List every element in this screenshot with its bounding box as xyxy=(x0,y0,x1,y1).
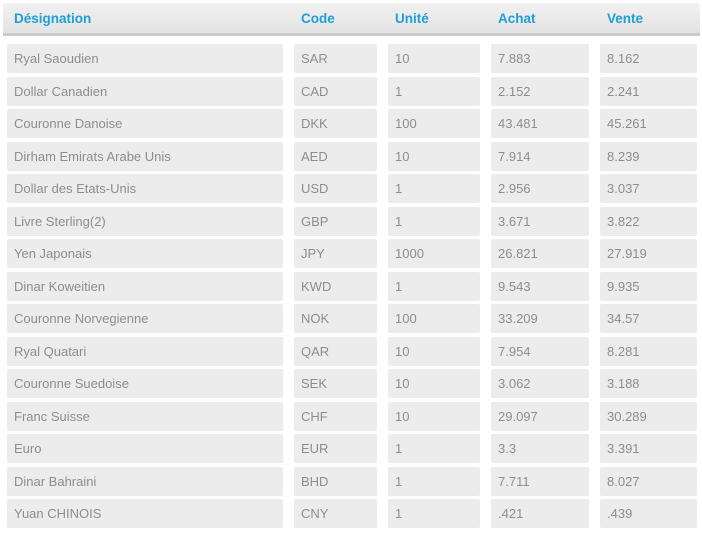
cell-designation: Dollar des Etats-Unis xyxy=(7,174,283,203)
cell-achat: 9.543 xyxy=(491,272,589,301)
column-header-designation: Désignation xyxy=(14,10,92,26)
cell-unite: 10 xyxy=(388,369,480,398)
cell-achat: 3.062 xyxy=(491,369,589,398)
cell-designation: Dirham Emirats Arabe Unis xyxy=(7,142,283,171)
cell-achat: 33.209 xyxy=(491,304,589,333)
cell-vente: 3.037 xyxy=(600,174,697,203)
cell-achat: .421 xyxy=(491,499,589,528)
cell-designation: Dinar Koweitien xyxy=(7,272,283,301)
cell-achat: 43.481 xyxy=(491,109,589,138)
cell-code: GBP xyxy=(294,207,377,236)
cell-vente: 3.822 xyxy=(600,207,697,236)
column-header-code: Code xyxy=(301,10,335,26)
cell-unite: 10 xyxy=(388,44,480,73)
cell-vente: 30.289 xyxy=(600,402,697,431)
cell-unite: 100 xyxy=(388,304,480,333)
table-row xyxy=(7,402,702,431)
cell-vente: 2.241 xyxy=(600,77,697,106)
table-row xyxy=(7,369,702,398)
table-row xyxy=(7,467,702,496)
cell-code: DKK xyxy=(294,109,377,138)
table-row xyxy=(7,239,702,268)
cell-vente: 3.391 xyxy=(600,434,697,463)
cell-code: CHF xyxy=(294,402,377,431)
cell-code: BHD xyxy=(294,467,377,496)
cell-unite: 1 xyxy=(388,207,480,236)
table-row xyxy=(7,434,702,463)
cell-vente: 8.162 xyxy=(600,44,697,73)
cell-unite: 1000 xyxy=(388,239,480,268)
cell-achat: 3.3 xyxy=(491,434,589,463)
cell-code: SAR xyxy=(294,44,377,73)
cell-designation: Yen Japonais xyxy=(7,239,283,268)
cell-vente: 8.239 xyxy=(600,142,697,171)
cell-designation: Ryal Quatari xyxy=(7,337,283,366)
cell-code: EUR xyxy=(294,434,377,463)
cell-designation: Livre Sterling(2) xyxy=(7,207,283,236)
cell-achat: 3.671 xyxy=(491,207,589,236)
cell-achat: 7.954 xyxy=(491,337,589,366)
cell-code: QAR xyxy=(294,337,377,366)
cell-unite: 1 xyxy=(388,499,480,528)
cell-designation: Franc Suisse xyxy=(7,402,283,431)
column-header-achat: Achat xyxy=(498,10,536,26)
table-row xyxy=(7,499,702,528)
cell-unite: 10 xyxy=(388,142,480,171)
cell-code: SEK xyxy=(294,369,377,398)
column-header-unite: Unité xyxy=(395,10,429,26)
cell-unite: 1 xyxy=(388,77,480,106)
cell-vente: 34.57 xyxy=(600,304,697,333)
cell-achat: 2.956 xyxy=(491,174,589,203)
cell-achat: 2.152 xyxy=(491,77,589,106)
cell-code: AED xyxy=(294,142,377,171)
cell-code: CAD xyxy=(294,77,377,106)
exchange-rates-table xyxy=(0,3,702,528)
table-header-row xyxy=(3,3,700,36)
cell-vente: 27.919 xyxy=(600,239,697,268)
cell-designation: Euro xyxy=(7,434,283,463)
cell-code: NOK xyxy=(294,304,377,333)
cell-unite: 1 xyxy=(388,434,480,463)
cell-unite: 10 xyxy=(388,337,480,366)
cell-vente: 9.935 xyxy=(600,272,697,301)
cell-unite: 10 xyxy=(388,402,480,431)
column-header-vente: Vente xyxy=(607,10,644,26)
cell-unite: 100 xyxy=(388,109,480,138)
cell-designation: Dollar Canadien xyxy=(7,77,283,106)
cell-designation: Yuan CHINOIS xyxy=(7,499,283,528)
cell-vente: 3.188 xyxy=(600,369,697,398)
cell-unite: 1 xyxy=(388,174,480,203)
cell-designation: Couronne Danoise xyxy=(7,109,283,138)
cell-code: KWD xyxy=(294,272,377,301)
cell-designation: Couronne Suedoise xyxy=(7,369,283,398)
cell-code: JPY xyxy=(294,239,377,268)
cell-vente: .439 xyxy=(600,499,697,528)
table-row xyxy=(7,272,702,301)
cell-vente: 45.261 xyxy=(600,109,697,138)
cell-achat: 7.914 xyxy=(491,142,589,171)
cell-designation: Dinar Bahraini xyxy=(7,467,283,496)
cell-designation: Ryal Saoudien xyxy=(7,44,283,73)
table-row xyxy=(7,44,702,73)
cell-achat: 7.711 xyxy=(491,467,589,496)
cell-achat: 7.883 xyxy=(491,44,589,73)
cell-vente: 8.281 xyxy=(600,337,697,366)
cell-vente: 8.027 xyxy=(600,467,697,496)
cell-unite: 1 xyxy=(388,272,480,301)
cell-code: USD xyxy=(294,174,377,203)
cell-designation: Couronne Norvegienne xyxy=(7,304,283,333)
table-body xyxy=(0,44,702,528)
table-row xyxy=(7,207,702,236)
table-row xyxy=(7,142,702,171)
table-row xyxy=(7,304,702,333)
cell-achat: 26.821 xyxy=(491,239,589,268)
table-row xyxy=(7,337,702,366)
cell-unite: 1 xyxy=(388,467,480,496)
table-row xyxy=(7,109,702,138)
cell-achat: 29.097 xyxy=(491,402,589,431)
table-row xyxy=(7,77,702,106)
table-row xyxy=(7,174,702,203)
cell-code: CNY xyxy=(294,499,377,528)
